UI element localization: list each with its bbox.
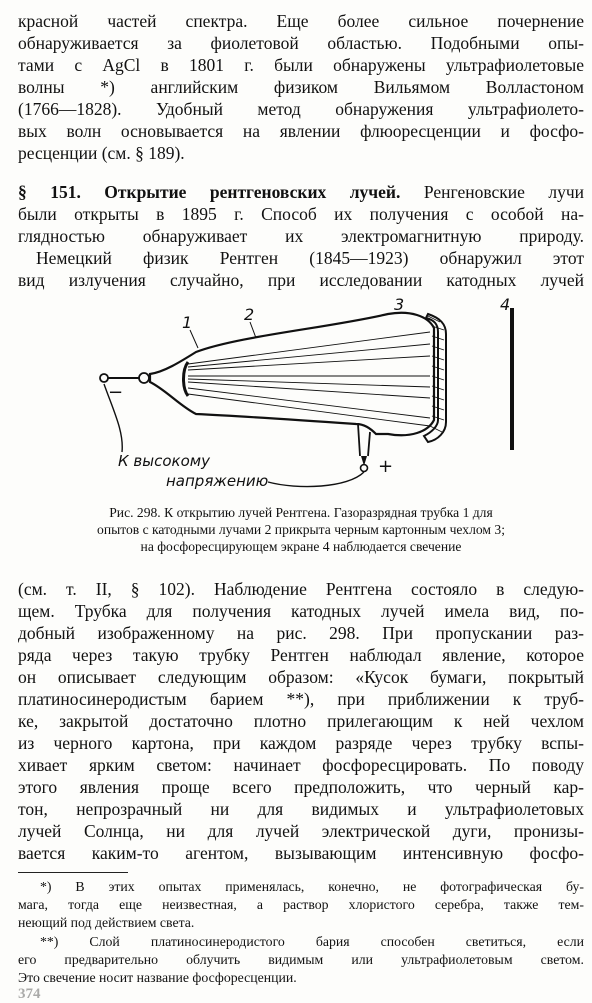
text-line: (1766—1828). Удобный метод обнаружения ультрафиолето- <box>18 99 584 119</box>
caption-line: опытов с катодными лучами 2 прикрыта черным картонным чехлом 3; <box>97 522 505 537</box>
plus-sign: + <box>378 456 394 477</box>
text-line: вых волн основывается на явлении флюоресценции и фосфо- <box>18 121 584 141</box>
caption-line: Рис. 298. К открытию лучей Рентгена. Газоразрядная трубка 1 для <box>109 505 493 520</box>
text-line: Ренгеновские лучи <box>400 182 584 202</box>
wire-label-1: К высокому <box>118 452 210 470</box>
label-4: 4 <box>500 295 511 314</box>
figure-298-discharge-tube <box>88 292 528 502</box>
section-heading: § 151. Открытие рентгеновских лучей. <box>18 182 401 202</box>
text-line: вается каким-то агентом, вызывающим интенсивную фосфо- <box>18 843 584 863</box>
footnote-line: *) В этих опытах применялась, конечно, не фотографическая бу- <box>40 879 584 894</box>
minus-sign: − <box>108 382 124 403</box>
text-line: ресценции (см. § 189). <box>18 143 185 163</box>
text-line: хивает ярким светом: начинает фосфоресцировать. По поводу <box>18 755 584 775</box>
text-line: были открыты в 1895 г. Способ их получения с особой на- <box>18 204 584 224</box>
text-line: красной частей спектра. Еще более сильное почернение <box>18 11 584 31</box>
text-line: тами с AgCl в 1801 г. были обнаружены ультрафиолетовые <box>18 55 584 75</box>
footnote-line: неющий под действием света. <box>18 915 195 930</box>
label-3: 3 <box>394 295 405 314</box>
cathode-ray-beam <box>188 332 430 426</box>
page-number: 374 <box>18 986 41 1002</box>
text-line: (см. т. II, § 102). Наблюдение Рентгена состояло в следую- <box>18 579 584 599</box>
text-line: этого явления проще всего предположить, что черный кар- <box>18 777 584 797</box>
text-line: щем. Трубка для получения катодных лучей имела вид, по- <box>18 601 584 621</box>
label-1: 1 <box>182 313 193 332</box>
section-first-line <box>18 181 584 203</box>
footnote-line: **) Слой платиносинеродистого бария способен светиться, если <box>40 934 584 949</box>
footnote-line: его предварительно облучить видимым или ультрафиолетовым светом. <box>18 952 584 967</box>
text-line: лучей Солнца, ни для лучей электрической дуги, пронизы- <box>18 821 584 841</box>
footnote-rule <box>18 872 128 873</box>
caption-line: на фосфоресцирующем экране 4 наблюдается свечение <box>140 539 462 554</box>
text-line: Немецкий физик Рентген (1845—1923) обнаружил этот <box>36 248 584 268</box>
cathode-terminal <box>100 374 108 382</box>
label-2: 2 <box>244 305 255 324</box>
text-line: вид излучения случайно, при исследовании катодных лучей <box>18 270 584 290</box>
text-line: добный изображенному на рис. 298. При пропускании раз- <box>18 623 584 643</box>
text-line: обнаруживается за фиолетовой областью. Подобными опы- <box>18 33 584 53</box>
text-line: из черного картона, при каждом разряде через трубку вспы- <box>18 733 584 753</box>
text-line: он описывает следующим образом: «Кусок бумаги, покрытый <box>18 667 584 687</box>
wire-label-2: напряжению <box>166 472 269 490</box>
footnote-line: мага, тогда еще неизвестная, а раствор хлористого серебра, также тем- <box>18 897 584 912</box>
tube-outline <box>150 313 434 435</box>
text-line: ряда через такую трубку Рентген наблюдал явление, которое <box>18 645 584 665</box>
text-line: тон, непрозрачный ни для видимых и ультрафиолетовых <box>18 799 584 819</box>
text-line: волны *) английским физиком Вильямом Волластоном <box>18 77 584 97</box>
text-line: платиносинеродистым барием **), при приближении к труб- <box>18 689 584 709</box>
text-line: ке, закрытой достаточно плотно прилегающим к ней чехлом <box>18 711 584 731</box>
text-line: глядностью обнаруживает их электромагнитную природу. <box>18 226 584 246</box>
footnote-line: Это свечение носит название фосфоресценции. <box>18 970 297 985</box>
